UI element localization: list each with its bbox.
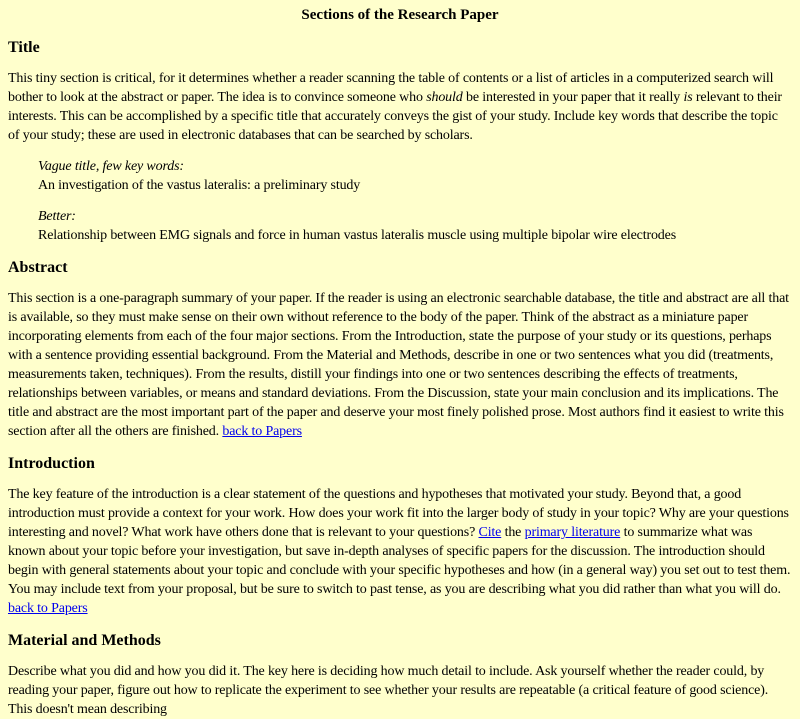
text: be interested in your paper that it really [462,90,684,105]
text: The key feature of the introduction is a clear statement of the questions and hypotheses that motivated your study. Beyond that, a good introduction must provide a context for your work. How does your work fit into the larger body of study in your topic? Why are your questions interesting and novel? What work have others done that is relevant to your questions? [8,487,789,540]
text: the [501,525,525,540]
page-title: Sections of the Research Paper [301,7,499,23]
abstract-heading: Abstract [8,259,68,276]
cite-link[interactable]: Cite [478,525,502,540]
text: This tiny section is critical, for it determines whether a reader scanning the table of contents or a list of articles in a computerized search will bother to look at the abstract or paper. The idea is to convince someone who [8,71,774,105]
methods-paragraph: Describe what you did and how you did it. The key here is deciding how much detail to include. Ask yourself whether the reader could, by reading your paper, figure out how to replicate the experiment to see whether your results are repeatable (a critical feature of good science). This doesn't mean describing [8,664,769,717]
introduction-heading: Introduction [8,455,95,472]
methods-heading: Material and Methods [8,632,161,649]
primary-literature-link[interactable]: primary literature [524,525,621,540]
text: relevant to their interests. This can be accomplished by a specific title that accurately conveys the gist of your study. Include key words that describe the topic of your study; these are used in electronic databases that can be searched by scholars. [8,90,782,143]
emphasis: is [683,90,693,105]
vague-text: An investigation of the vastus lateralis: a preliminary study [38,178,361,193]
emphasis: should [426,90,463,105]
back-to-papers-link[interactable]: back to Papers [8,601,88,616]
vague-label: Vague title, few key words: [38,159,184,174]
abstract-paragraph [8,289,792,441]
title-examples [38,157,792,245]
better-text: Relationship between EMG signals and force in human vastus lateralis muscle using multiple bipolar wire electrodes [38,228,677,243]
document [0,6,800,719]
better-example [38,207,792,245]
text: to summarize what was known about your topic before your investigation, but save in-depth analyses of specific papers for the discussion. The introduction should begin with general statements about your topic and conclude with your specific hypotheses and how (in a general way) you set out to test them. You may include text from your proposal, but be sure to switch to past tense, as you are describing what you did rather than what you will do. [8,525,791,597]
back-to-papers-link[interactable]: back to Papers [222,424,302,439]
better-label: Better: [38,209,76,224]
vague-example [38,157,792,195]
introduction-paragraph [8,485,792,618]
title-heading: Title [8,39,40,56]
text: This section is a one-paragraph summary of your paper. If the reader is using an electronic searchable database, the title and abstract are all that is available, so they must make sense on their own without reference to the body of the paper. Think of the abstract as a miniature paper incorporating elements from each of the four major sections. From the Introduction, state the purpose of your study or its questions, perhaps with a sentence providing essential background. From the Material and Methods, describe in one or two sentences what you did (treatments, measurements taken, techniques). From the results, distill your findings into one or two sentences describing the effects of treatments, relationships between variables, or means and standard deviations. From the Discussion, state your main conclusion and its implications. The title and abstract are the most important part of the paper and deserve your most finely polished prose. Most authors find it easiest to write this section after all the others are finished. [8,291,789,439]
title-paragraph [8,69,792,145]
